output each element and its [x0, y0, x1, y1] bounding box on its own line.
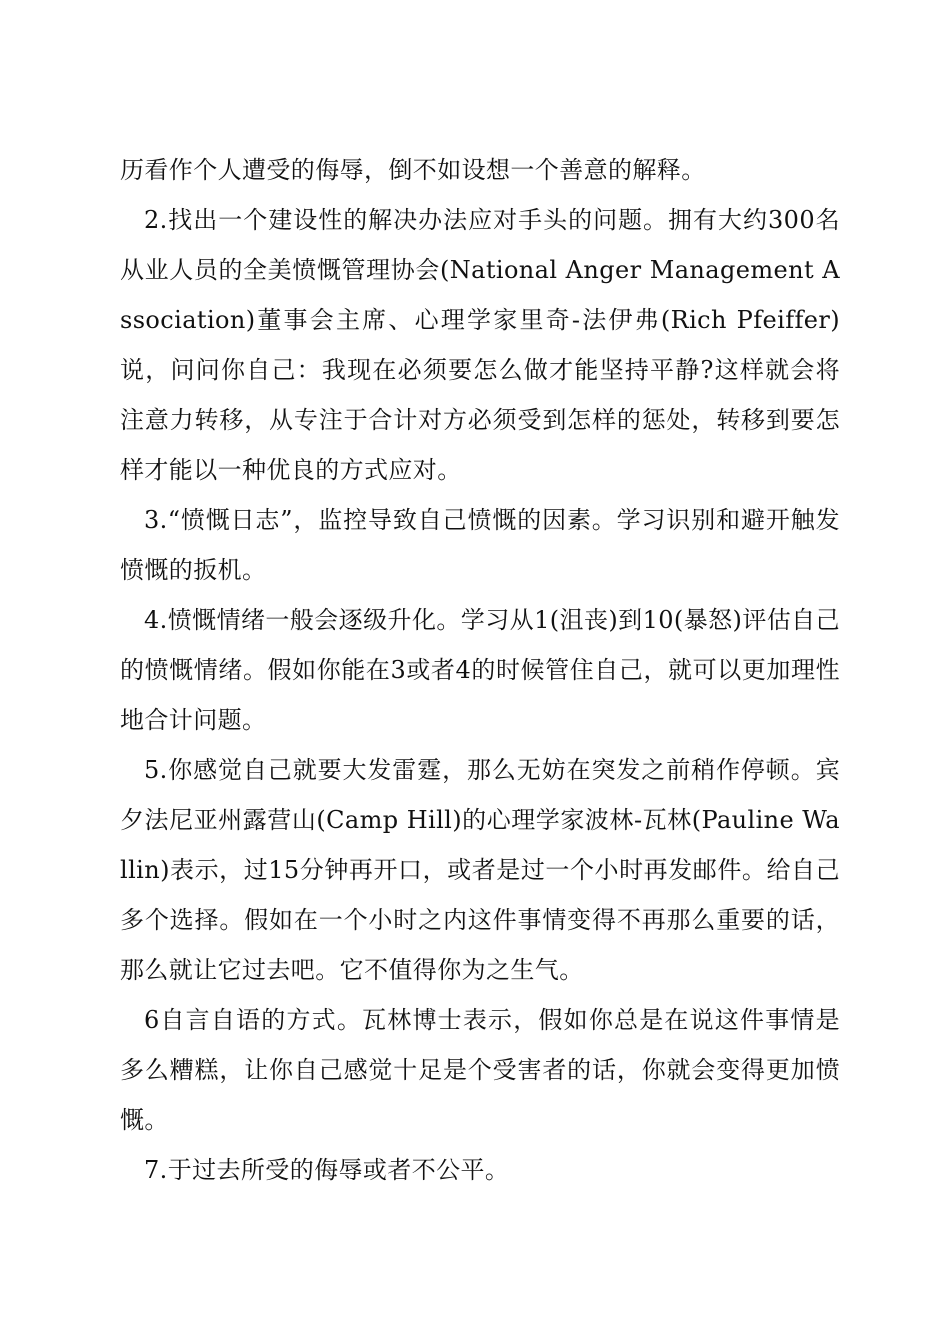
- document-body: [120, 145, 840, 1195]
- paragraph-item-5: 5.你感觉自己就要大发雷霆，那么无妨在突发之前稍作停顿。宾夕法尼亚州露营山(Camp Hill)的心理学家波林-瓦林(Pauline Wallin)表示，过15分钟再开口，或者是过一个小时再发邮件。给自己多个选择。假如在一个小时之内这件事情变得不再那么重要的话，那么就让它过去吧。它不值得你为之生气。: [120, 756, 840, 984]
- paragraph-item-4: 4.愤慨情绪一般会逐级升化。学习从1(沮丧)到10(暴怒)评估自己的愤慨情绪。假如你能在3或者4的时候管住自己，就可以更加理性地合计问题。: [120, 606, 840, 734]
- paragraph-continuation: 历看作个人遭受的侮辱，倒不如设想一个善意的解释。: [120, 156, 706, 184]
- paragraph-item-3: 3.“愤慨日志”，监控导致自己愤慨的因素。学习识别和避开触发愤慨的扳机。: [120, 506, 840, 584]
- paragraph-item-6: 6自言自语的方式。瓦林博士表示，假如你总是在说这件事情是多么糟糕，让你自己感觉十足是个受害者的话，你就会变得更加愤慨。: [120, 1006, 840, 1134]
- paragraph-item-7: 7.于过去所受的侮辱或者不公平。: [144, 1156, 510, 1184]
- paragraph-item-2: 2.找出一个建设性的解决办法应对手头的问题。拥有大约300名从业人员的全美愤慨管理协会(National Anger Management Association)董事会主席、心理学家里奇-法伊弗(Rich Pfeiffer)说，问问你自己：我现在必须要怎么做才能坚持平静?这样就会将注意力转移，从专注于合计对方必须受到怎样的惩处，转移到要怎样才能以一种优良的方式应对。: [120, 206, 840, 484]
